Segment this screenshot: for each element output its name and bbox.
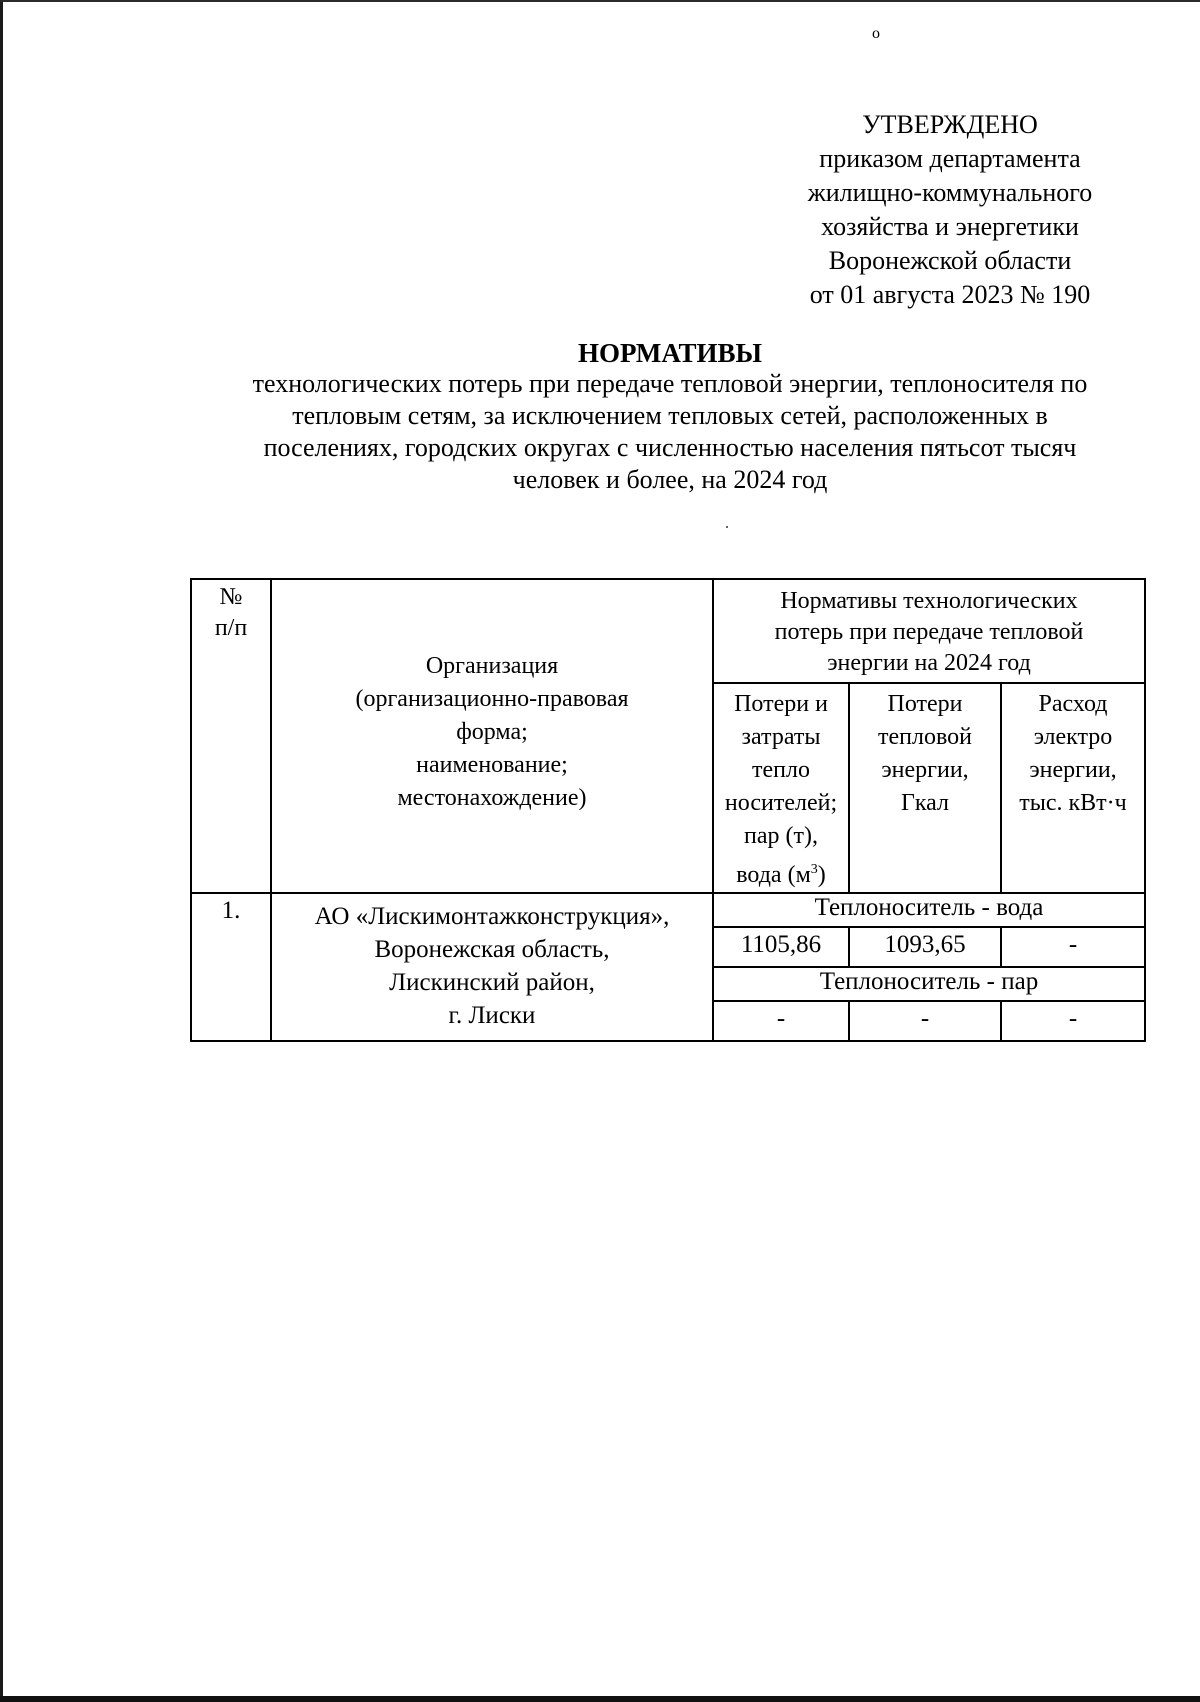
header-coolant-losses <box>713 683 849 893</box>
approval-line: Воронежской области <box>828 246 1072 275</box>
steam-heat-losses <box>849 1001 1001 1041</box>
table-header-row <box>191 579 1145 683</box>
header-group-line: потерь при передаче тепловой <box>774 619 1084 645</box>
subtitle-line: технологических потерь при передаче тепловой энергии, теплоносителя по <box>252 369 1088 398</box>
header-group-line: Нормативы технологических <box>780 588 1078 614</box>
subheader-line: Расход <box>1038 691 1108 717</box>
steam-coolant-losses <box>713 1001 849 1041</box>
header-org-line: форма; <box>456 719 528 745</box>
scan-edge-bottom <box>0 1696 1200 1702</box>
header-org-line: наименование; <box>416 752 568 778</box>
header-org-line: местонахождение) <box>397 785 587 811</box>
subheader-line: Потери <box>887 691 963 717</box>
subheader-line <box>714 853 848 892</box>
subheader-line: пар (т), <box>744 823 818 849</box>
org-district: Лискинский район, <box>389 969 595 996</box>
header-power-consumption <box>1001 683 1145 893</box>
approval-block <box>770 108 1130 312</box>
header-norms-group <box>713 579 1145 683</box>
row-number <box>191 893 271 1041</box>
header-org-line: Организация <box>425 653 559 679</box>
subheader-line: Потери и <box>734 691 828 717</box>
approval-line: приказом департамента <box>819 144 1081 173</box>
subtitle-line: тепловым сетям, за исключением тепловых сетей, расположенных в <box>292 401 1048 430</box>
value-text: 1093,65 <box>884 931 966 958</box>
subtitle-line: поселениях, городских округах с численностью населения пятьсот тысяч <box>263 433 1077 462</box>
water-power-consumption <box>1001 927 1145 967</box>
header-organization <box>271 579 713 893</box>
header-group-line: энергии на 2024 год <box>827 650 1031 676</box>
scan-edge-left <box>0 0 3 1702</box>
subheader-line: тыс. кВт·ч <box>1019 790 1127 816</box>
subheader-line: Гкал <box>900 790 949 816</box>
org-city: г. Лиски <box>448 1002 536 1029</box>
value-text: - <box>1068 931 1078 958</box>
coolant-water-text: Теплоноситель - вода <box>814 894 1044 921</box>
subheader-unit-exponent: 3 <box>810 862 818 877</box>
subheader-line: затраты <box>741 724 821 750</box>
subheader-line: энергии, <box>1029 757 1117 783</box>
header-number-symbol: № <box>219 584 243 610</box>
header-heat-losses <box>849 683 1001 893</box>
norms-table <box>190 578 1146 1042</box>
document-subtitle <box>200 368 1140 496</box>
subheader-line: тепловой <box>878 724 972 750</box>
header-org-line: (организационно-правовая <box>355 686 629 712</box>
scan-speck <box>726 526 728 528</box>
water-coolant-losses <box>713 927 849 967</box>
value-text: - <box>920 1005 930 1032</box>
steam-power-consumption <box>1001 1001 1145 1041</box>
scan-edge-top <box>0 0 1200 2</box>
subheader-line: тепло <box>752 757 810 783</box>
subtitle-line: человек и более, на 2024 год <box>512 465 828 494</box>
document-title: НОРМАТИВЫ <box>577 338 763 368</box>
approval-line: хозяйства и энергетики <box>821 212 1079 241</box>
approval-date-number: от 01 августа 2023 № 190 <box>809 280 1091 309</box>
water-heat-losses <box>849 927 1001 967</box>
header-number <box>191 579 271 893</box>
org-name: АО «Лискимонтажконструкция», <box>314 903 670 930</box>
row-organization <box>271 893 713 1041</box>
coolant-steam-label <box>713 967 1145 1001</box>
subheader-line: электро <box>1033 724 1113 750</box>
subheader-unit-close: ) <box>817 862 826 888</box>
approval-line: жилищно-коммунального <box>807 178 1093 207</box>
coolant-steam-text: Теплоноситель - пар <box>819 968 1039 995</box>
org-region: Воронежская область, <box>374 936 610 963</box>
subheader-line: носителей; <box>724 790 838 816</box>
coolant-water-label <box>713 893 1145 927</box>
subheader-unit-text: вода (м <box>736 862 811 888</box>
approval-heading: УТВЕРЖДЕНО <box>862 110 1038 139</box>
table-row <box>191 893 1145 927</box>
value-text: - <box>776 1005 786 1032</box>
page-mark: o <box>872 25 880 42</box>
value-text: - <box>1068 1005 1078 1032</box>
subheader-line: энергии, <box>881 757 969 783</box>
row-number-text: 1. <box>221 897 241 924</box>
value-text: 1105,86 <box>740 931 822 958</box>
header-number-label: п/п <box>214 615 248 641</box>
